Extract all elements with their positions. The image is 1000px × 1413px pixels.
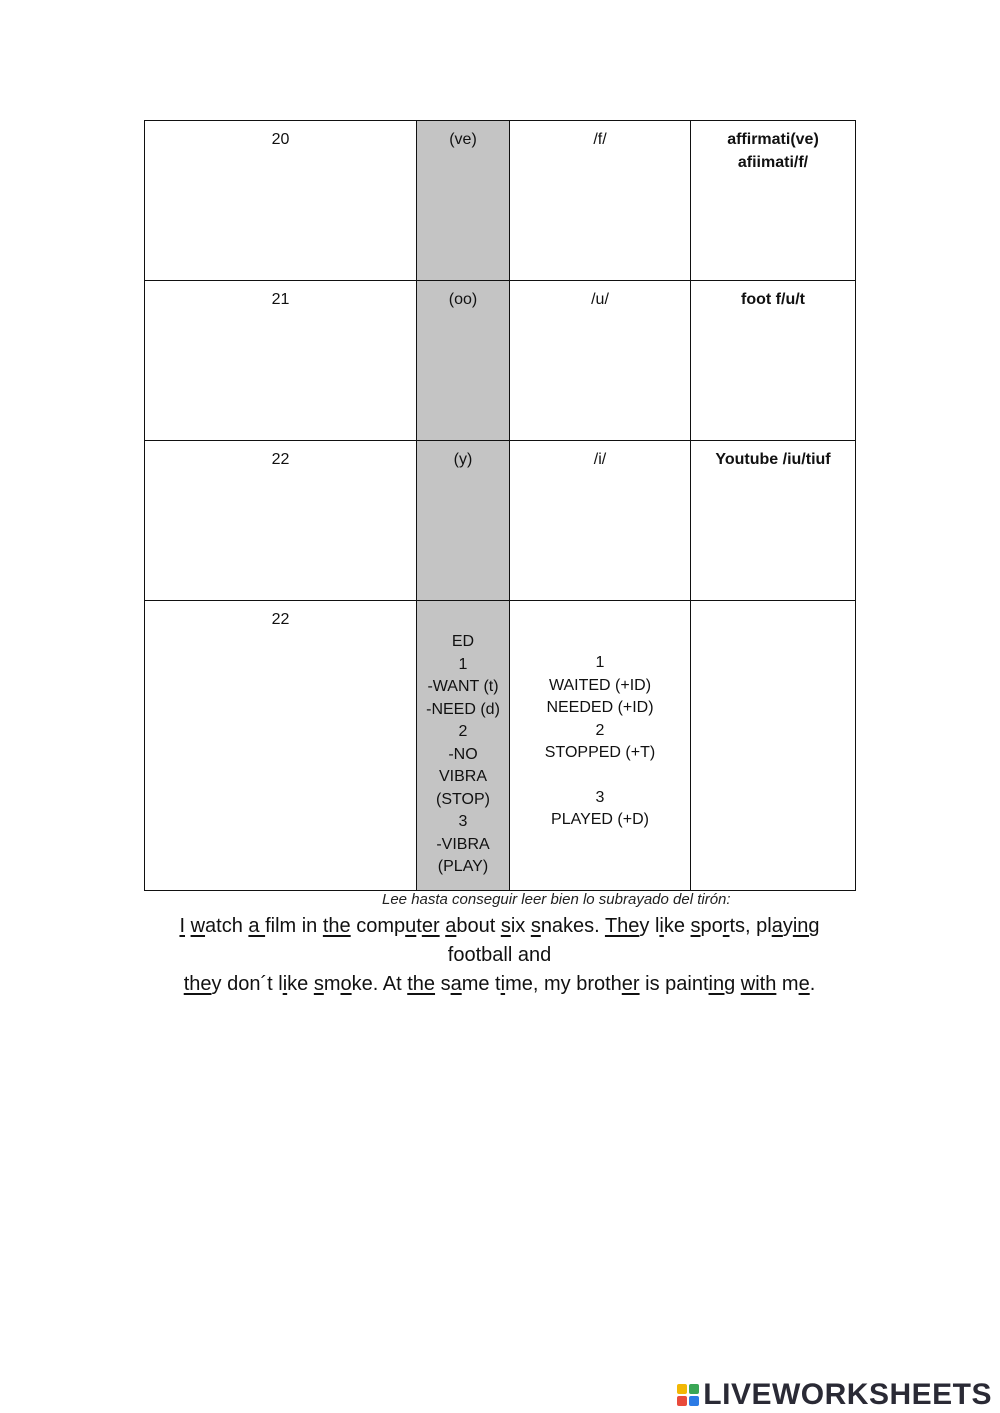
cell-line: (y) <box>453 451 473 468</box>
logo-mark-icon <box>677 1384 699 1406</box>
cell-line: 3 <box>595 788 605 806</box>
letters-cell <box>417 121 510 281</box>
reading-line-1: I watch a film in the computer about six snakes. They like sports, playing <box>179 915 820 937</box>
cell-line: 22 <box>271 451 290 468</box>
cell-line: 1 <box>458 655 468 673</box>
cell-line: affirmati(ve) <box>727 131 819 148</box>
cell-line: PLAYED (+D) <box>551 811 649 828</box>
row-number <box>145 601 417 891</box>
cell-line: 3 <box>458 813 468 830</box>
letters-cell <box>417 601 510 891</box>
cell-line: NEEDED (+ID) <box>546 699 654 716</box>
cell-line: 2 <box>595 721 605 739</box>
cell-line: foot f/u/t <box>741 291 805 308</box>
row-number <box>145 281 417 441</box>
cell-line: /u/ <box>591 291 609 308</box>
sound-cell <box>510 121 691 281</box>
cell-line: 22 <box>271 611 290 628</box>
table-row <box>145 121 856 281</box>
row-number <box>145 121 417 281</box>
cell-line: (ve) <box>449 131 477 148</box>
cell-line <box>514 765 686 787</box>
cell-line: ED <box>451 633 475 650</box>
cell-line: 1 <box>595 654 605 671</box>
reading-passage <box>144 912 855 999</box>
cell-line: afiimati/f/ <box>737 153 809 171</box>
logo-text: LIVEWORKSHEETS <box>703 1378 992 1411</box>
cell-line: 2 <box>458 723 468 740</box>
letters-cell <box>417 441 510 601</box>
cell-line: (STOP) <box>436 790 490 808</box>
cell-line: WAITED (+ID) <box>548 676 652 694</box>
example-cell <box>691 441 856 601</box>
example-cell <box>691 601 856 891</box>
sound-cell <box>510 281 691 441</box>
table-row <box>145 601 856 891</box>
cell-line: /i/ <box>593 451 607 468</box>
cell-line: VIBRA <box>438 768 487 785</box>
cell-line: Youtube /iu/tiuf <box>715 451 831 468</box>
sound-cell <box>510 601 691 891</box>
table-row <box>145 441 856 601</box>
cell-line: /f/ <box>593 131 607 148</box>
row-number <box>145 441 417 601</box>
cell-line: 21 <box>271 291 290 308</box>
liveworksheets-logo <box>677 1378 992 1412</box>
cell-line: -WANT (t) <box>427 678 499 695</box>
cell-line: (oo) <box>448 291 478 308</box>
cell-line: (PLAY) <box>437 858 489 875</box>
cell-line: -NO <box>448 745 478 763</box>
cell-line: -VIBRA <box>436 835 490 853</box>
phonics-table <box>144 120 856 891</box>
cell-line: 20 <box>271 131 290 148</box>
cell-line: STOPPED (+T) <box>544 744 656 761</box>
sound-cell <box>510 441 691 601</box>
example-cell <box>691 121 856 281</box>
letters-cell <box>417 281 510 441</box>
cell-line: -NEED (d) <box>426 700 500 718</box>
reading-line-3: they don´t like smoke. At the same time, my brother is painting with me. <box>183 973 816 995</box>
table-row <box>145 281 856 441</box>
example-cell <box>691 281 856 441</box>
reading-line-2: football and <box>447 944 552 966</box>
instruction-text: Lee hasta conseguir leer bien lo subrayado del tirón: <box>382 891 731 908</box>
